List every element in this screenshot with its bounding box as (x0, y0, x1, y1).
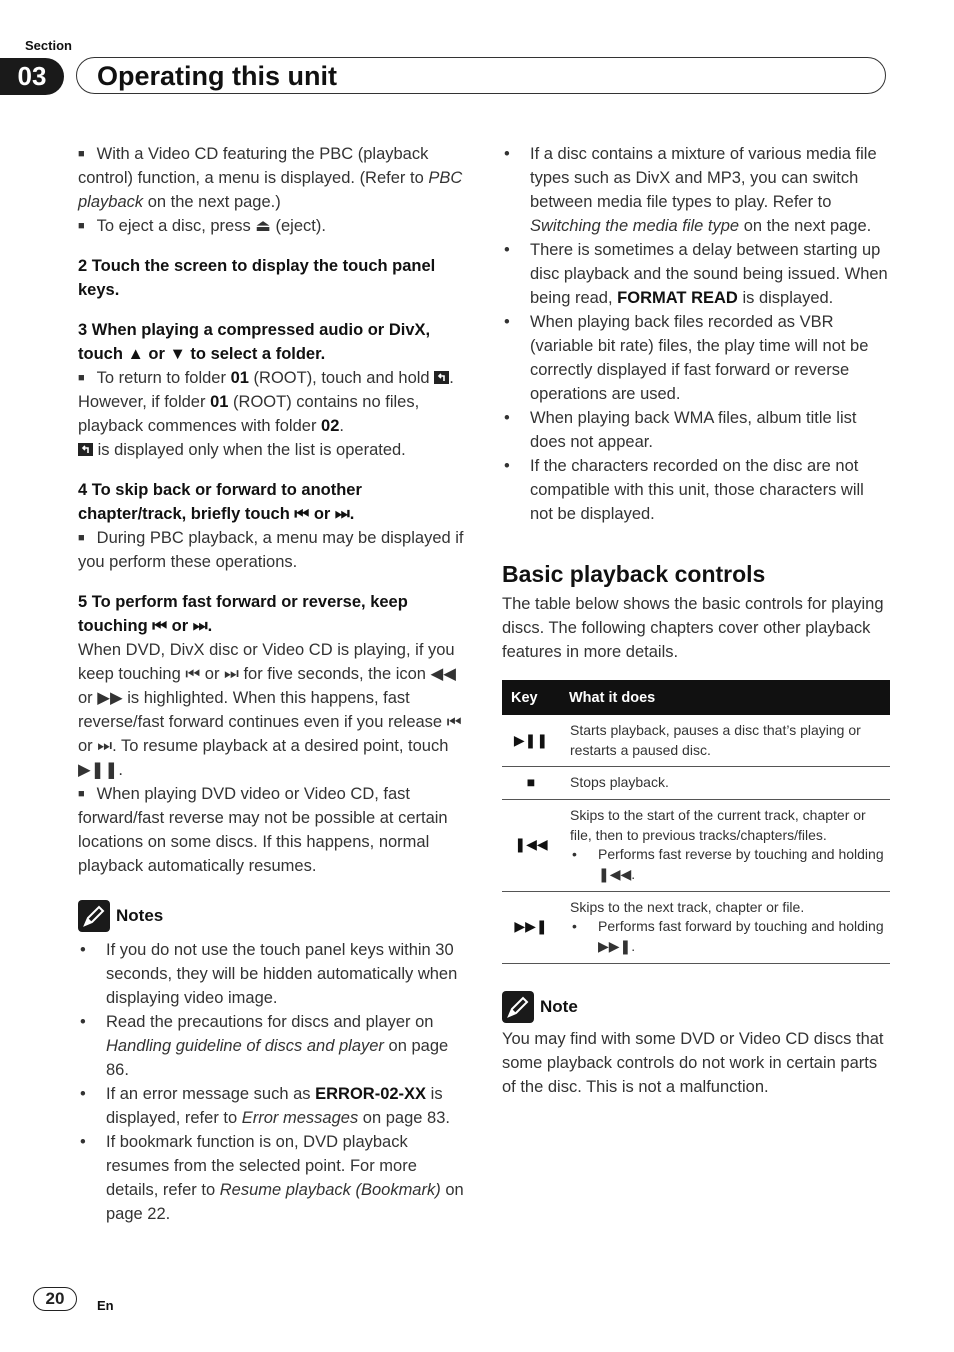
table-intro: The table below shows the basic controls for playing discs. The following chapters cover other playback features in more details. (502, 595, 884, 661)
intro-bullet-eject: ■ To eject a disc, press ⏏ (eject). (78, 217, 326, 235)
controls-table (502, 680, 890, 964)
return-folder-icon (434, 370, 449, 384)
note-item: • If you do not use the touch panel keys within 30 seconds, they will be hidden automatically when displaying video image. (80, 941, 458, 1007)
pencil-icon (78, 900, 110, 932)
right-column (502, 142, 890, 1099)
info-bullet: • There is sometimes a delay between starting up disc playback and the sound being issued. When being read, FORMAT READ is displayed. (504, 241, 888, 307)
table-row (502, 767, 890, 800)
left-column (78, 142, 466, 1226)
step-2: 2 Touch the screen to display the touch panel keys. (78, 257, 436, 299)
return-folder-icon (78, 442, 93, 456)
step-5-bullet: ■ When playing DVD video or Video CD, fast forward/fast reverse may not be possible at certain locations on some discs. If this happens, normal playback automatically resumes. (78, 785, 448, 875)
step-5: 5 To perform fast forward or reverse, keep touching ⏮ or ⏭. (78, 593, 408, 635)
table-row (502, 715, 890, 767)
info-bullet: • If a disc contains a mixture of various media file types such as DivX and MP3, you can switch between media file types to play. Refer to Switching the media file type on the next page. (504, 145, 877, 235)
table-row (502, 799, 890, 891)
stop-key: ■ (502, 767, 560, 800)
play-pause-key: ▶❚❚ (502, 715, 560, 767)
step-3: 3 When playing a compressed audio or DivX, touch ▲ or ▼ to select a folder. (78, 321, 431, 363)
step-3-bullet: ■ To return to folder 01 (ROOT), touch and hold . However, if folder 01 (ROOT) contains no files, playback commences with folder 02. (78, 369, 454, 435)
row-description: Skips to the next track, chapter or file. • Performs fast forward by touching and holding ▶▶❚. (560, 891, 890, 963)
step-4-bullet: ■ During PBC playback, a menu may be displayed if you perform these operations. (78, 529, 464, 571)
pencil-icon (502, 991, 534, 1023)
skip-forward-key: ▶▶❚ (502, 891, 560, 963)
note-item: • If an error message such as ERROR-02-XX is displayed, refer to Error messages on page 83. (80, 1085, 450, 1127)
table-header-row (502, 680, 890, 715)
info-bullet: • If the characters recorded on the disc are not compatible with this unit, those characters will not be displayed. (504, 457, 864, 523)
page-number: 20 (33, 1287, 77, 1311)
info-bullet: • When playing back files recorded as VBR (variable bit rate) files, the play time will not be correctly displayed if fast forward or reverse operations are used. (504, 313, 869, 403)
skip-back-key: ❚◀◀ (502, 799, 560, 891)
section-number-badge: 03 (0, 58, 64, 95)
section-label: Section (25, 38, 72, 53)
col-what-header: What it does (560, 680, 890, 715)
step-5-body: When DVD, DivX disc or Video CD is playing, if you keep touching ⏮ or ⏭ for five seconds, the icon ◀◀ or ▶▶ is highlighted. When this happens, fast reverse/fast forward continues even if you release ⏮ or ⏭. To resume playback at a desired point, touch ▶❚❚. (78, 641, 462, 779)
intro-bullet-pbc: ■ With a Video CD featuring the PBC (playback control) function, a menu is displayed. (Refer to PBC playback on the next page.) (78, 145, 463, 211)
notes-heading: Notes (78, 900, 466, 932)
step-4: 4 To skip back or forward to another chapter/track, briefly touch ⏮ or ⏭. (78, 481, 362, 523)
page-title: Operating this unit (97, 61, 337, 91)
section-heading: Basic playback controls (502, 561, 766, 587)
row-description: Skips to the start of the current track, chapter or file, then to previous tracks/chapters/files. • Performs fast reverse by touching and holding ❚◀◀. (560, 799, 890, 891)
info-bullet: • When playing back WMA files, album title list does not appear. (504, 409, 857, 451)
step-3-note: is displayed only when the list is operated. (78, 438, 466, 462)
note-item: • If bookmark function is on, DVD playback resumes from the selected point. For more details, refer to Resume playback (Bookmark) on page 22. (80, 1133, 464, 1223)
row-description: Stops playback. (560, 767, 890, 800)
row-description: Starts playback, pauses a disc that’s playing or restarts a paused disc. (560, 715, 890, 767)
table-row (502, 891, 890, 963)
col-key-header: Key (502, 680, 560, 715)
note-item: • Read the precautions for discs and player on Handling guideline of discs and player on page 86. (80, 1013, 449, 1079)
note-heading: Note (502, 991, 890, 1023)
language-label: En (97, 1298, 114, 1313)
note-text: You may find with some DVD or Video CD discs that some playback controls do not work in certain parts of the disc. This is not a malfunction. (502, 1029, 884, 1096)
